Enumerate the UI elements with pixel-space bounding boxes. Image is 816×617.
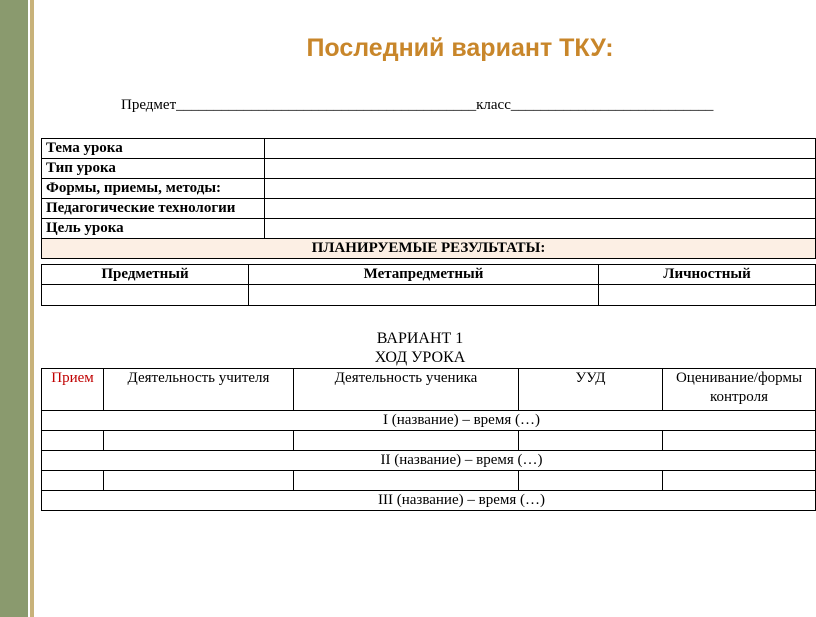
table-row	[42, 179, 816, 199]
row-label: Формы, приемы, методы:	[42, 179, 265, 199]
column-header-technique: Прием	[42, 369, 104, 411]
table-row	[42, 431, 816, 451]
stage-title: II (название) – время (…)	[42, 451, 816, 471]
table-cell[interactable]	[294, 471, 519, 491]
row-value-cell[interactable]	[265, 199, 816, 219]
table-header-row	[42, 369, 816, 411]
table-row	[42, 199, 816, 219]
row-value-cell[interactable]	[265, 179, 816, 199]
table-cell[interactable]	[42, 285, 249, 306]
table-cell[interactable]	[663, 431, 816, 451]
row-label: Тип урока	[42, 159, 265, 179]
table-cell[interactable]	[519, 471, 663, 491]
lesson-progress-table	[41, 368, 816, 511]
stage-title: I (название) – время (…)	[42, 411, 816, 431]
row-label: Педагогические технологии	[42, 199, 265, 219]
sidebar-divider-line	[30, 0, 34, 617]
variant-heading	[300, 329, 540, 367]
table-cell[interactable]	[663, 471, 816, 491]
variant-subtitle: ХОД УРОКА	[374, 349, 466, 366]
row-label: Цель урока	[42, 219, 265, 239]
table-cell[interactable]	[294, 431, 519, 451]
column-header-meta: Метапредметный	[249, 265, 599, 285]
lesson-form-table	[41, 138, 816, 259]
column-header-uud: УУД	[519, 369, 663, 411]
table-row	[42, 159, 816, 179]
page-title: Последний вариант ТКУ:	[306, 34, 614, 62]
row-value-cell[interactable]	[265, 159, 816, 179]
table-row	[42, 219, 816, 239]
table-row	[42, 491, 816, 511]
column-header-subject: Предметный	[42, 265, 249, 285]
column-header-assessment: Оценивание/формы контроля	[663, 369, 816, 411]
row-value-cell[interactable]	[265, 139, 816, 159]
table-row	[42, 139, 816, 159]
table-row	[42, 471, 816, 491]
table-header-row	[42, 265, 816, 285]
planned-results-header: ПЛАНИРУЕМЫЕ РЕЗУЛЬТАТЫ:	[42, 239, 816, 259]
table-cell[interactable]	[599, 285, 816, 306]
table-row	[42, 411, 816, 431]
table-cell[interactable]	[104, 471, 294, 491]
results-table	[41, 264, 816, 306]
column-header-teacher: Деятельность учителя	[104, 369, 294, 411]
row-value-cell[interactable]	[265, 219, 816, 239]
table-row	[42, 239, 816, 259]
stage-title: III (название) – время (…)	[42, 491, 816, 511]
column-header-student: Деятельность ученика	[294, 369, 519, 411]
table-cell[interactable]	[249, 285, 599, 306]
table-cell[interactable]	[42, 431, 104, 451]
table-cell[interactable]	[519, 431, 663, 451]
column-header-personal: Личностный	[599, 265, 816, 285]
table-row	[42, 285, 816, 306]
subject-class-line: Предмет________________________________________класс___________________________	[121, 97, 714, 113]
row-label: Тема урока	[42, 139, 265, 159]
sidebar-decoration	[0, 0, 28, 617]
table-cell[interactable]	[104, 431, 294, 451]
table-cell[interactable]	[42, 471, 104, 491]
variant-title: ВАРИАНТ 1	[376, 330, 464, 347]
table-row	[42, 451, 816, 471]
